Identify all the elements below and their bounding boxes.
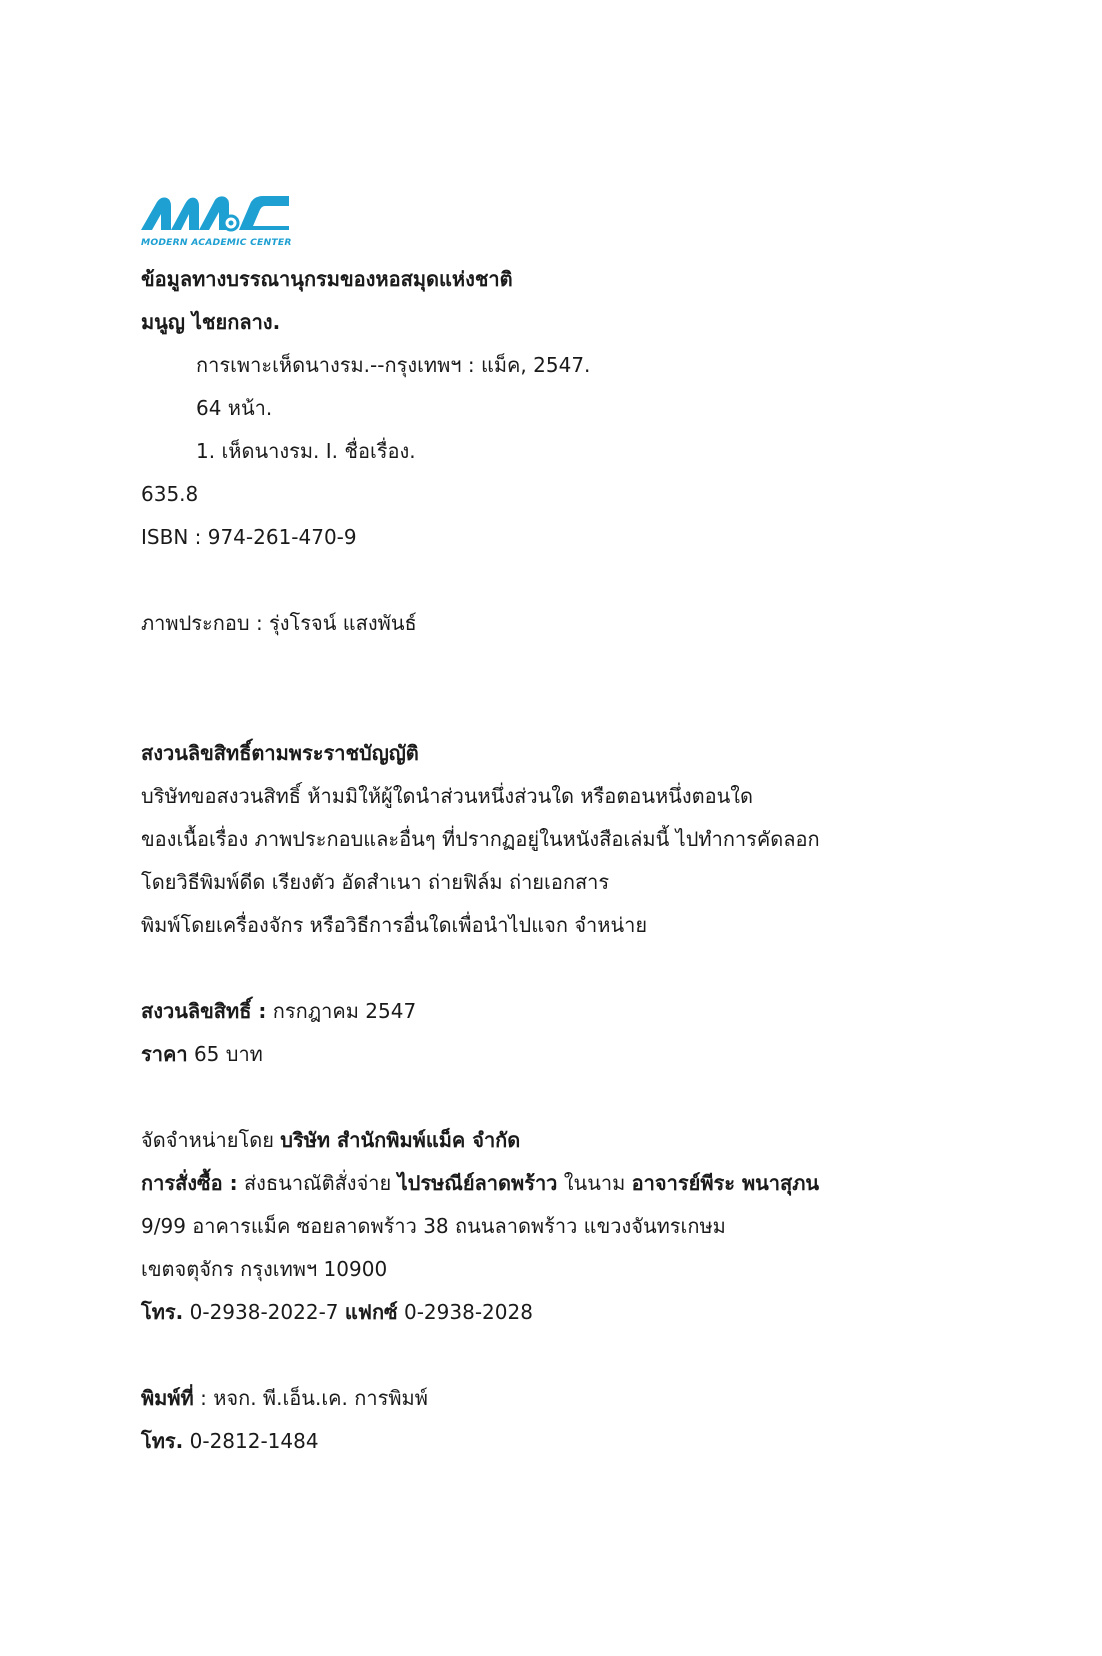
price-value: 65 บาท: [193, 1042, 263, 1066]
copyright-line: โดยวิธีพิมพ์ดีด เรียงตัว อัดสำเนา ถ่ายฟิล์ม ถ่ายเอกสาร: [141, 870, 610, 894]
distributor-prefix: จัดจำหน่ายโดย: [141, 1128, 274, 1152]
copyright-line: บริษัทขอสงวนสิทธิ์ ห้ามมิให้ผู้ใดนำส่วนหนึ่งส่วนใด หรือตอนหนึ่งตอนใด: [141, 784, 754, 808]
mac-logo-icon: [141, 192, 291, 238]
payee-text: ในนาม: [563, 1171, 626, 1195]
order-label: การสั่งซื้อ :: [141, 1171, 238, 1195]
printer-label: พิมพ์ที่: [141, 1386, 194, 1410]
address-line-2: เขตจตุจักร กรุงเทพฯ 10900: [141, 1257, 388, 1281]
catalog-title-line: การเพาะเห็ดนางรม.--กรุงเทพฯ : แม็ค, 2547.: [196, 353, 591, 377]
fax-label: แฟกซ์: [344, 1300, 398, 1324]
reserved-label: สงวนลิขสิทธิ์ :: [141, 999, 267, 1023]
phone-number: 0-2938-2022-7: [189, 1300, 339, 1324]
payee: อาจารย์พีระ พนาสุภน: [631, 1171, 820, 1195]
catalog-heading: ข้อมูลทางบรรณานุกรมของหอสมุดแห่งชาติ: [141, 267, 513, 291]
catalog-pages: 64 หน้า.: [196, 396, 273, 420]
catalog-classification: 635.8: [141, 482, 199, 506]
price-label: ราคา: [141, 1042, 188, 1066]
printer-phone-label: โทร.: [141, 1429, 184, 1453]
price: [141, 1041, 263, 1067]
phone-label: โทร.: [141, 1300, 184, 1324]
reserved-value: กรกฎาคม 2547: [272, 999, 417, 1023]
address-line-1: 9/99 อาคารแม็ค ซอยลาดพร้าว 38 ถนนลาดพร้าว แขวงจันทรเกษม: [141, 1214, 726, 1238]
catalog-isbn: ISBN : 974-261-470-9: [141, 525, 357, 549]
printer-phone-line: [141, 1428, 319, 1454]
reserved-date: [141, 998, 416, 1024]
distributor: [141, 1127, 520, 1153]
distributor-company: บริษัท สำนักพิมพ์แม็ค จำกัด: [280, 1128, 521, 1152]
contact-line: [141, 1299, 533, 1325]
post-office: ไปรษณีย์ลาดพร้าว: [397, 1171, 558, 1195]
fax-number: 0-2938-2028: [403, 1300, 533, 1324]
printer-phone: 0-2812-1484: [189, 1429, 319, 1453]
catalog-author: มนูญ ไชยกลาง.: [141, 310, 281, 334]
copyright-heading: สงวนลิขสิทธิ์ตามพระราชบัญญัติ: [141, 741, 419, 765]
printer-line: [141, 1385, 428, 1411]
order-text: ส่งธนาณัติสั่งจ่าย: [243, 1171, 392, 1195]
copyright-line: พิมพ์โดยเครื่องจักร หรือวิธีการอื่นใดเพื่อนำไปแจก จำหน่าย: [141, 913, 648, 937]
catalog-subject: 1. เห็ดนางรม. I. ชื่อเรื่อง.: [196, 439, 416, 463]
printer-name: : หจก. พี.เอ็น.เค. การพิมพ์: [200, 1386, 428, 1410]
copyright-line: ของเนื้อเรื่อง ภาพประกอบและอื่นๆ ที่ปรากฏอยู่ในหนังสือเล่มนี้ ไปทำการคัดลอก: [141, 827, 820, 851]
publisher-logo: [141, 192, 291, 252]
illustration-credit: ภาพประกอบ : รุ่งโรจน์ แสงพันธ์: [141, 611, 417, 635]
logo-text: MODERN ACADEMIC CENTER: [141, 237, 292, 248]
order-info: [141, 1170, 819, 1196]
